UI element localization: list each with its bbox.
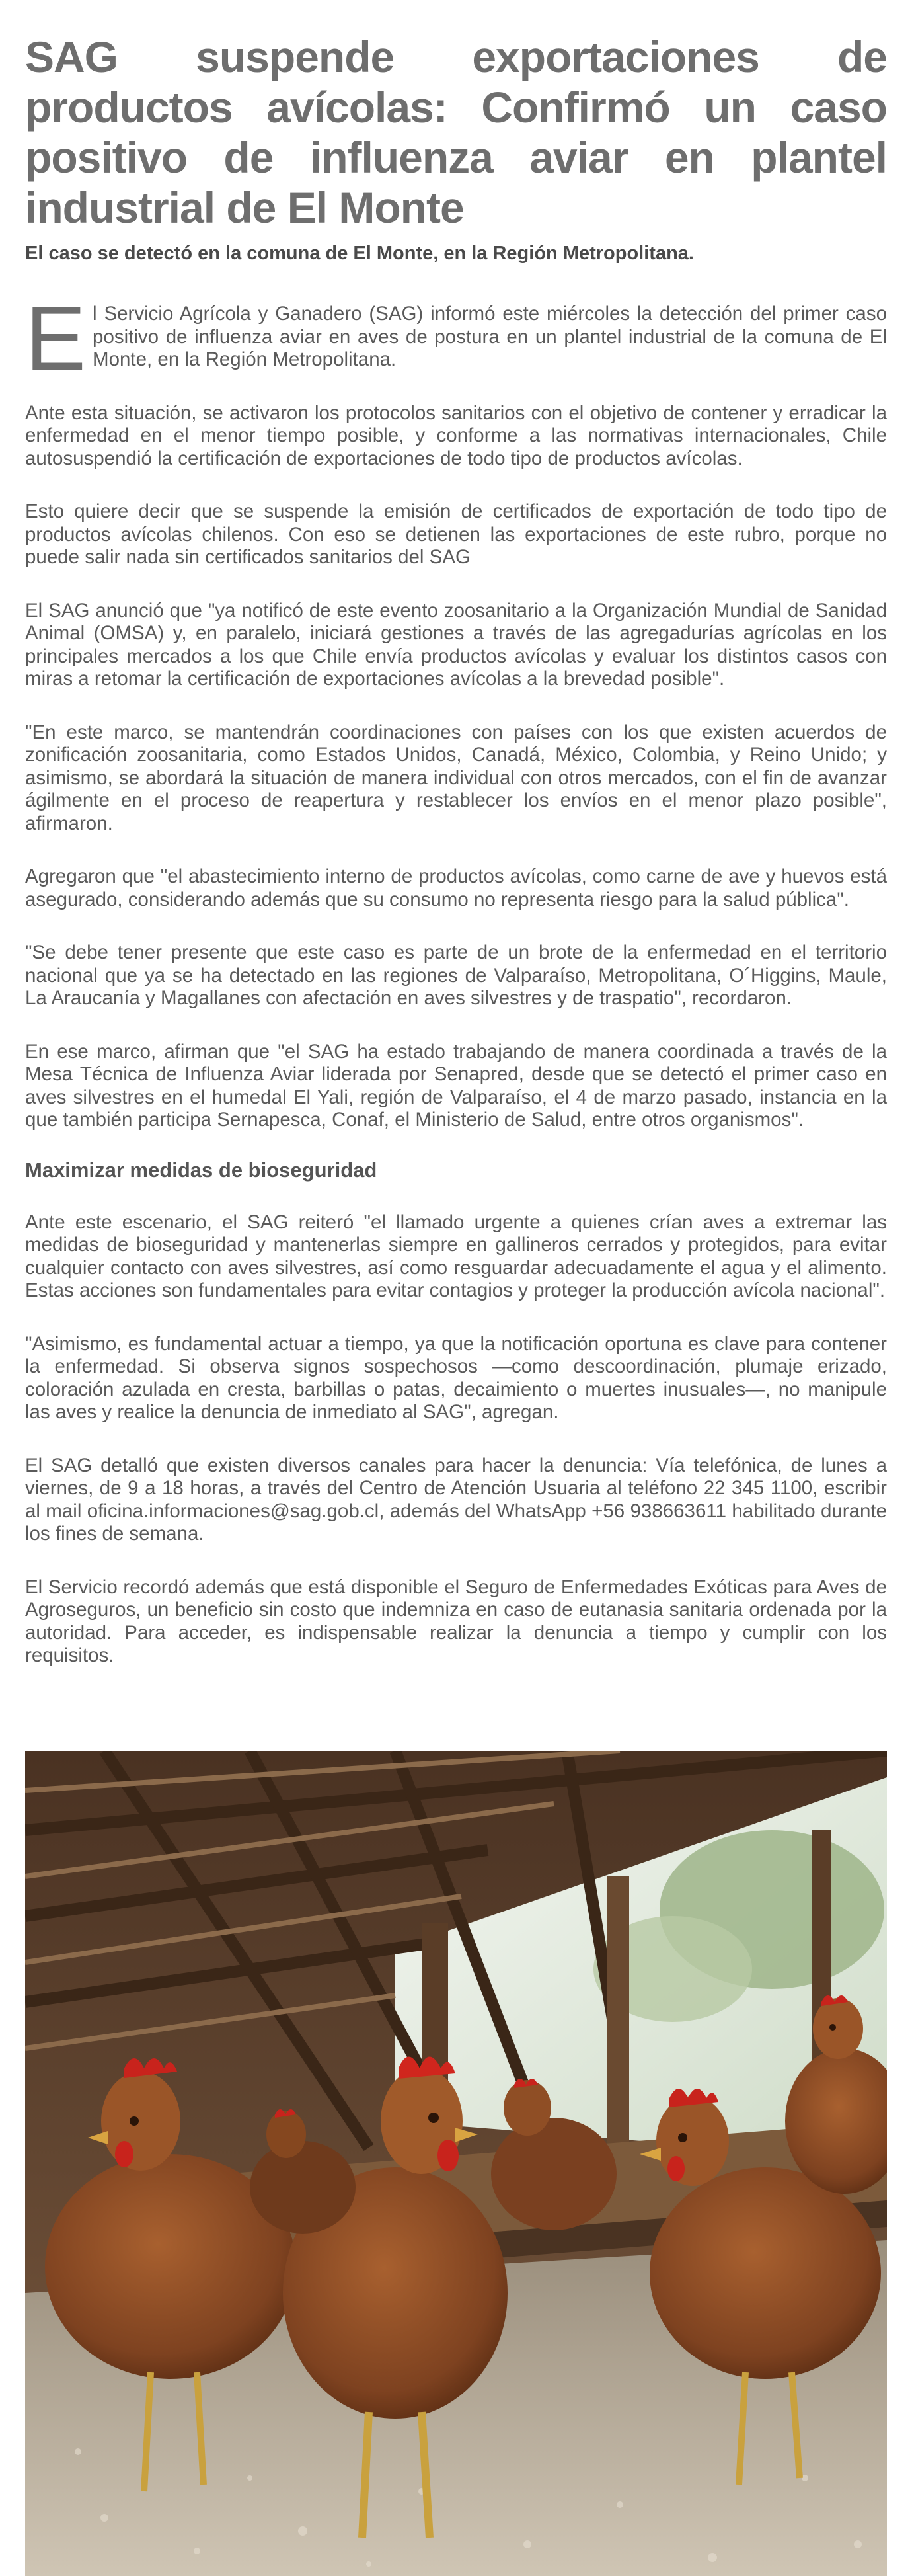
paragraph-10: "Asimismo, es fundamental actuar a tiempo, ya que la notificación oportuna es clave para contener la enfermedad. Si observa signos sospechosos —como descoordinación, plumaje erizado, coloración azulada en cresta, barbillas o patas, decaimiento o muertes inusuales—, no manipule las aves y realice la denuncia de inmediato al SAG", agregan. [25,1332,887,1423]
section-heading: Maximizar medidas de bioseguridad [25,1158,377,1182]
paragraph-7: "Se debe tener presente que este caso es parte de un brote de la enfermedad en el territorio nacional que ya se ha detectado en las regiones de Valparaíso, Metropolitana, O´Higgins, Maule, La Araucanía y Magallanes con afectación en aves silvestres y de traspatio", recordaron. [25,942,887,1009]
headline: SAG suspende exportaciones de productos avícolas: Confirmó un caso positivo de influenza aviar en plantel industrial de El Monte [25,32,887,232]
paragraph-4: El SAG anunció que "ya notificó de este evento zoosanitario a la Organización Mundial de Sanidad Animal (OMSA) y, en paralelo, iniciará gestiones a través de las agregadurías agrícolas en los principales mercados a los que Chile envía productos avícolas y evaluar los distintos casos con miras a retomar la certificación de exportaciones avícolas a la brevedad posible". [25,599,887,690]
hens-photo [25,1751,887,2576]
paragraph-9: Ante este escenario, el SAG reiteró "el llamado urgente a quienes crían aves a extremar las medidas de bioseguridad y mantenerlas siempre en gallineros cerrados y protegidos, para evitar cualquier contacto con aves silvestres, así como resguardar adecuadamente el agua y el alimento. Estas acciones son fundamentales para evitar contagios y proteger la producción avícola nacional". [25,1211,887,1301]
subtitle: El caso se detectó en la comuna de El Monte, en la Región Metropolitana. [25,243,694,264]
dropcap: E [25,288,87,389]
paragraph-1 [25,288,887,389]
article [25,32,887,1698]
paragraph-8: En ese marco, afirman que "el SAG ha estado trabajando de manera coordinada a través de la Mesa Técnica de Influenza Aviar liderada por Senapred, desde que se detectó el primer caso en aves silvestres en el humedal El Yali, región de Valparaíso, el 4 de marzo pasado, instancia en la que también participa Sernapesca, Conaf, el Ministerio de Salud, entre otros organismos". [25,1040,887,1131]
paragraph-3: Esto quiere decir que se suspende la emisión de certificados de exportación de todo tipo de productos avícolas chilenos. Con eso se detienen las exportaciones de este rubro, porque no puede salir nada sin certificados sanitarios del SAG [25,501,887,568]
hens-in-coop-photo-icon [25,1751,887,2576]
paragraph-2: Ante esta situación, se activaron los protocolos sanitarios con el objetivo de contener y erradicar la enfermedad en el menor tiempo posible, y conforme a las normativas internacionales, Chile autosuspendió la certificación de exportaciones de todo tipo de productos avícolas. [25,401,887,469]
paragraph-1-text: l Servicio Agrícola y Ganadero (SAG) informó este miércoles la detección del primer caso positivo de influenza aviar en aves de postura en un plantel industrial de la comuna de El Monte, en la Región Metropolitana. [93,303,887,370]
paragraph-12: El Servicio recordó además que está disponible el Seguro de Enfermedades Exóticas para Aves de Agroseguros, un beneficio sin costo que indemniza en caso de eutanasia sanitaria ordenada por la autoridad. Para acceder, es indispensable realizar la denuncia a tiempo y cumplir con los requisitos. [25,1576,887,1666]
paragraph-6: Agregaron que "el abastecimiento interno de productos avícolas, como carne de ave y huevos está asegurado, considerando además que su consumo no representa riesgo para la salud pública". [25,865,887,910]
paragraph-11: El SAG detalló que existen diversos canales para hacer la denuncia: Vía telefónica, de lunes a viernes, de 9 a 18 horas, a través del Centro de Atención Usuaria al teléfono 22 345 1100, escribir al mail oficina.informaciones@sag.gob.cl, además del WhatsApp +56 938663611 habilitado durante los fines de semana. [25,1454,887,1545]
paragraph-5: "En este marco, se mantendrán coordinaciones con países con los que existen acuerdos de zonificación zoosanitaria, como Estados Unidos, Canadá, México, Colombia, y Reino Unido; y asimismo, se abordará la situación de manera individual con otros mercados, con el fin de avanzar ágilmente en el proceso de reapertura y restablecer los envíos en el menor plazo posible", afirmaron. [25,721,887,834]
article-body [25,288,887,1668]
